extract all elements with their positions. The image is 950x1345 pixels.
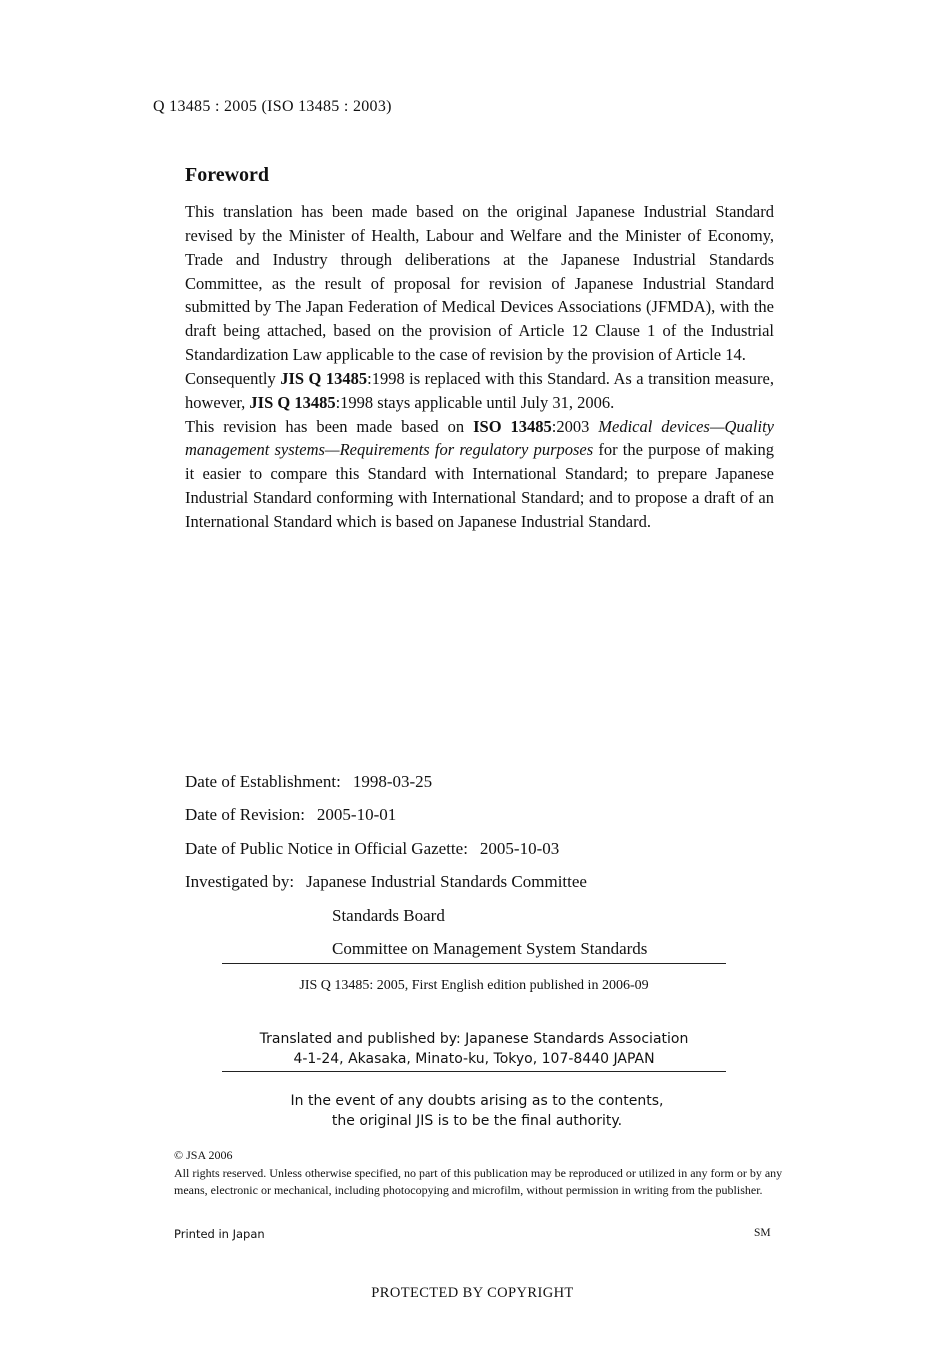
copyright-line: © JSA 2006 bbox=[174, 1148, 233, 1162]
date-revision-label: Date of Revision: bbox=[185, 805, 305, 825]
date-establishment-label: Date of Establishment: bbox=[185, 772, 341, 791]
date-notice-label: Date of Public Notice in Official Gazette: bbox=[185, 838, 468, 858]
investigated-row bbox=[185, 870, 647, 903]
divider-rule bbox=[222, 1071, 726, 1072]
publisher-code: SM bbox=[754, 1227, 771, 1239]
p3-text-a: This revision has been made based on bbox=[185, 416, 474, 436]
investigated-line-1: Japanese Industrial Standards Committee bbox=[306, 872, 587, 892]
foreword-title: Foreword bbox=[185, 164, 270, 186]
p2-text-c: :1998 is replaced with this Standard. As a transition measure, however, bbox=[185, 368, 774, 412]
publisher-address: 4-1-24, Akasaka, Minato-ku, Tokyo, 107-8440 JAPAN bbox=[293, 1051, 655, 1067]
dates-block bbox=[185, 770, 647, 970]
p3-standard-title: Medical devices—Quality management systems—Requirements for regulatory purposes bbox=[185, 416, 775, 460]
authority-notice-line-1: In the event of any doubts arising as to the contents, bbox=[290, 1093, 664, 1109]
foreword-paragraph-1: This translation has been made based on the original Japanese Industrial Standard revised by the Minister of Health, Labour and Welfare and the Minister of Economy, Trade and Industry through deliberations at the Japanese Industrial Standards Committee, as the result of proposal for revision of Japanese Industrial Standard submitted by The Japan Federation of Medical Devices Associations (JFMDA), with the draft being attached, based on the provision of Article 12 Clause 1 of the Industrial Standardization Law applicable to the case of revision by the provision of Article 14. bbox=[185, 202, 774, 365]
p2-standard-ref-1: JIS Q 13485 bbox=[280, 368, 368, 388]
date-establishment-value: 1998-03-25 bbox=[352, 772, 433, 791]
foreword-paragraph-3 bbox=[185, 415, 774, 534]
divider-rule bbox=[222, 963, 726, 964]
date-notice-value: 2005-10-03 bbox=[479, 838, 560, 858]
investigated-line-3: Committee on Management System Standards bbox=[332, 938, 648, 958]
edition-info: JIS Q 13485: 2005, First English edition published in 2006-09 bbox=[299, 978, 649, 993]
authority-notice bbox=[222, 1091, 732, 1131]
date-revision-row bbox=[185, 803, 647, 836]
date-notice-row bbox=[185, 837, 647, 870]
p2-text-d: :1998 stays applicable until July 31, 2006. bbox=[335, 392, 615, 412]
foreword-paragraph-2 bbox=[185, 367, 774, 415]
foreword-body bbox=[185, 200, 774, 534]
copyright-footer: PROTECTED BY COPYRIGHT bbox=[371, 1285, 574, 1301]
printed-in: Printed in Japan bbox=[174, 1227, 265, 1241]
date-establishment-row bbox=[185, 770, 647, 803]
p2-standard-ref-2: JIS Q 13485 bbox=[249, 392, 336, 412]
p3-text-d: for the purpose of making it easier to compare this Standard with International Standard; to prepare Japanese Industrial Standard conforming with International Standard; and to propose a draft of an International Standard which is based on Japanese Industrial Standard. bbox=[185, 440, 774, 531]
page-header: Q 13485 : 2005 (ISO 13485 : 2003) bbox=[153, 98, 392, 115]
p2-text-a: Consequently bbox=[185, 368, 281, 388]
authority-notice-line-2: the original JIS is to be the final authority. bbox=[331, 1113, 623, 1129]
rights-statement: All rights reserved. Unless otherwise specified, no part of this publication may be reproduced or utilized in any form or by any means, electronic or mechanical, including photocopying and microfilm, without permission in writing from the publisher. bbox=[174, 1165, 783, 1198]
p3-standard-ref: ISO 13485 bbox=[473, 416, 552, 436]
p3-text-c: :2003 bbox=[551, 416, 599, 436]
legal-notice bbox=[174, 1147, 784, 1200]
publisher-line: Translated and published by: Japanese Standards Association bbox=[259, 1031, 689, 1047]
date-revision-value: 2005-10-01 bbox=[316, 805, 397, 825]
investigated-label: Investigated by: bbox=[185, 872, 295, 892]
publisher-info bbox=[222, 1029, 726, 1069]
investigated-line-2: Standards Board bbox=[332, 905, 445, 925]
